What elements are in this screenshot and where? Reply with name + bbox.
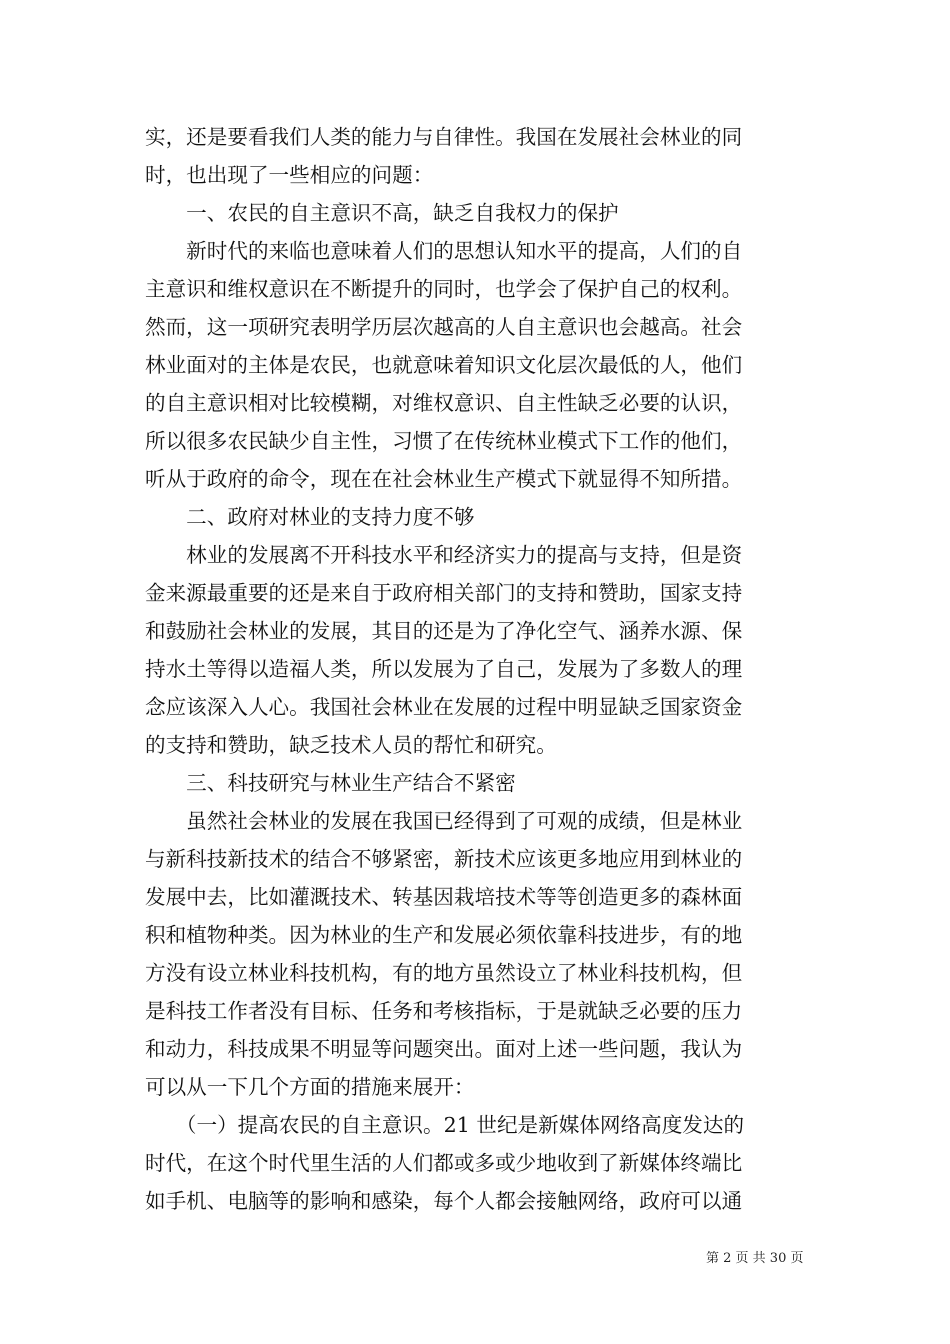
text-line: 和动力，科技成果不明显等问题突出。面对上述一些问题，我认为 bbox=[145, 1037, 743, 1061]
text-line: （一）提高农民的自主意识。21 世纪是新媒体网络高度发达的 bbox=[145, 1113, 745, 1137]
text-line: 的自主意识相对比较模糊，对维权意识、自主性缺乏必要的认识， bbox=[145, 391, 743, 415]
text-line: 时代，在这个时代里生活的人们都或多或少地收到了新媒体终端比 bbox=[145, 1151, 743, 1175]
text-line: 可以从一下几个方面的措施来展开： bbox=[145, 1075, 475, 1099]
text-line: 林业面对的主体是农民，也就意味着知识文化层次最低的人，他们 bbox=[145, 353, 743, 377]
section-heading: 二、政府对林业的支持力度不够 bbox=[145, 505, 475, 529]
section-heading: 一、农民的自主意识不高，缺乏自我权力的保护 bbox=[145, 201, 619, 225]
text-line: 是科技工作者没有目标、任务和考核指标，于是就缺乏必要的压力 bbox=[145, 999, 743, 1023]
document-body bbox=[145, 118, 807, 1220]
text-line: 听从于政府的命令，现在在社会林业生产模式下就显得不知所措。 bbox=[145, 467, 743, 491]
page-number-footer: 第 2 页 共 30 页 bbox=[706, 1251, 804, 1266]
text-line: 金来源最重要的还是来自于政府相关部门的支持和赞助，国家支持 bbox=[145, 581, 743, 605]
text-line: 新时代的来临也意味着人们的思想认知水平的提高，人们的自 bbox=[145, 239, 743, 263]
text-line: 方没有设立林业科技机构，有的地方虽然设立了林业科技机构，但 bbox=[145, 961, 743, 985]
text-line: 实，还是要看我们人类的能力与自律性。我国在发展社会林业的同 bbox=[145, 125, 743, 149]
text-line: 的支持和赞助，缺乏技术人员的帮忙和研究。 bbox=[145, 733, 557, 757]
text-line: 与新科技新技术的结合不够紧密，新技术应该更多地应用到林业的 bbox=[145, 847, 743, 871]
text-line: 持水土等得以造福人类，所以发展为了自己，发展为了多数人的理 bbox=[145, 657, 743, 681]
text-line: 虽然社会林业的发展在我国已经得到了可观的成绩，但是林业 bbox=[145, 809, 743, 833]
text-line: 积和植物种类。因为林业的生产和发展必须依靠科技进步，有的地 bbox=[145, 923, 743, 947]
text-line: 如手机、电脑等的影响和感染，每个人都会接触网络，政府可以通 bbox=[145, 1189, 743, 1213]
text-line: 时，也出现了一些相应的问题： bbox=[145, 163, 434, 187]
text-line: 然而，这一项研究表明学历层次越高的人自主意识也会越高。社会 bbox=[145, 315, 743, 339]
text-line: 发展中去，比如灌溉技术、转基因栽培技术等等创造更多的森林面 bbox=[145, 885, 743, 909]
section-heading: 三、科技研究与林业生产结合不紧密 bbox=[145, 771, 516, 795]
text-line: 所以很多农民缺少自主性，习惯了在传统林业模式下工作的他们， bbox=[145, 429, 743, 453]
text-line: 林业的发展离不开科技水平和经济实力的提高与支持，但是资 bbox=[145, 543, 743, 567]
text-line: 和鼓励社会林业的发展，其目的还是为了净化空气、涵养水源、保 bbox=[145, 619, 743, 643]
text-line: 主意识和维权意识在不断提升的同时，也学会了保护自己的权利。 bbox=[145, 277, 743, 301]
text-line: 念应该深入人心。我国社会林业在发展的过程中明显缺乏国家资金 bbox=[145, 695, 743, 719]
